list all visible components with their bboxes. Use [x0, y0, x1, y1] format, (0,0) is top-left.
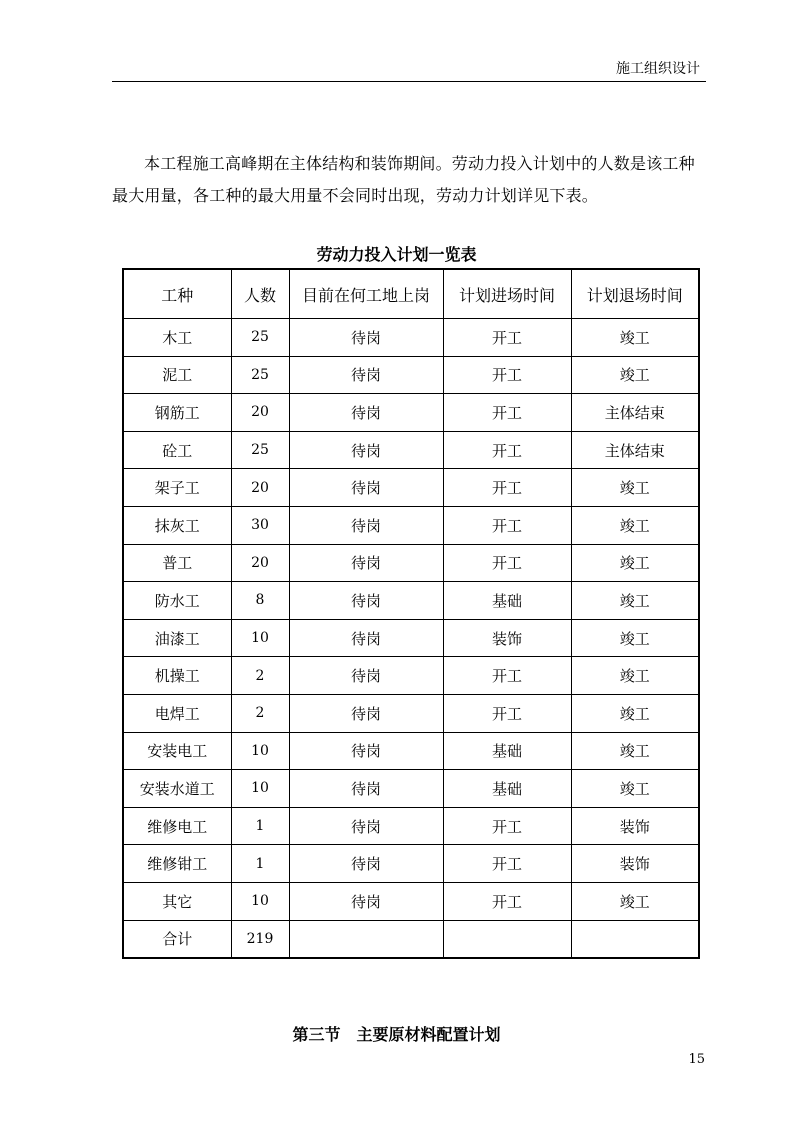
count-cell: 2 [231, 657, 289, 695]
current-site-cell: 待岗 [289, 694, 443, 732]
page-header [112, 56, 706, 80]
current-site-cell: 待岗 [289, 431, 443, 469]
entry-time-cell: 开工 [443, 356, 571, 394]
table-row [123, 356, 699, 394]
exit-time-cell: 竣工 [571, 469, 699, 507]
count-cell: 25 [231, 319, 289, 357]
entry-time-cell: 开工 [443, 807, 571, 845]
empty-cell [289, 920, 443, 958]
exit-time-cell: 竣工 [571, 544, 699, 582]
table-title: 劳动力投入计划一览表 [316, 245, 477, 264]
count-cell: 25 [231, 356, 289, 394]
trade-cell: 防水工 [123, 582, 231, 620]
current-site-cell: 待岗 [289, 882, 443, 920]
table-row [123, 506, 699, 544]
trade-cell: 钢筋工 [123, 394, 231, 432]
trade-cell: 木工 [123, 319, 231, 357]
empty-cell [571, 920, 699, 958]
exit-time-cell: 竣工 [571, 356, 699, 394]
header-cell-exit-time: 计划退场时间 [571, 269, 699, 319]
table-row [123, 619, 699, 657]
table-row [123, 732, 699, 770]
count-cell: 10 [231, 770, 289, 808]
count-cell: 1 [231, 807, 289, 845]
header-cell-trade: 工种 [123, 269, 231, 319]
entry-time-cell: 开工 [443, 845, 571, 883]
trade-cell: 安装水道工 [123, 770, 231, 808]
count-cell: 10 [231, 732, 289, 770]
entry-time-cell: 开工 [443, 694, 571, 732]
current-site-cell: 待岗 [289, 469, 443, 507]
entry-time-cell: 开工 [443, 394, 571, 432]
labor-plan-table [122, 268, 700, 959]
entry-time-cell: 开工 [443, 469, 571, 507]
count-cell: 2 [231, 694, 289, 732]
header-rule [112, 81, 706, 82]
trade-cell: 维修钳工 [123, 845, 231, 883]
total-row [123, 920, 699, 958]
count-cell: 10 [231, 619, 289, 657]
current-site-cell: 待岗 [289, 544, 443, 582]
exit-time-cell: 竣工 [571, 506, 699, 544]
current-site-cell: 待岗 [289, 619, 443, 657]
exit-time-cell: 竣工 [571, 582, 699, 620]
count-cell: 30 [231, 506, 289, 544]
exit-time-cell: 竣工 [571, 882, 699, 920]
current-site-cell: 待岗 [289, 807, 443, 845]
table-row [123, 694, 699, 732]
table-row [123, 807, 699, 845]
trade-cell: 普工 [123, 544, 231, 582]
entry-time-cell: 开工 [443, 319, 571, 357]
entry-time-cell: 开工 [443, 544, 571, 582]
entry-time-cell: 开工 [443, 657, 571, 695]
entry-time-cell: 基础 [443, 732, 571, 770]
header-cell-count: 人数 [231, 269, 289, 319]
count-cell: 20 [231, 469, 289, 507]
trade-cell: 其它 [123, 882, 231, 920]
count-cell: 10 [231, 882, 289, 920]
count-cell: 8 [231, 582, 289, 620]
entry-time-cell: 基础 [443, 582, 571, 620]
trade-cell: 抹灰工 [123, 506, 231, 544]
table-row [123, 394, 699, 432]
current-site-cell: 待岗 [289, 582, 443, 620]
current-site-cell: 待岗 [289, 657, 443, 695]
total-label-cell: 合计 [123, 920, 231, 958]
exit-time-cell: 主体结束 [571, 431, 699, 469]
exit-time-cell: 竣工 [571, 770, 699, 808]
trade-cell: 安装电工 [123, 732, 231, 770]
current-site-cell: 待岗 [289, 845, 443, 883]
trade-cell: 砼工 [123, 431, 231, 469]
header-title: 施工组织设计 [616, 61, 700, 77]
exit-time-cell: 装饰 [571, 845, 699, 883]
current-site-cell: 待岗 [289, 319, 443, 357]
trade-cell: 架子工 [123, 469, 231, 507]
count-cell: 20 [231, 544, 289, 582]
exit-time-cell: 竣工 [571, 694, 699, 732]
table-row [123, 582, 699, 620]
entry-time-cell: 开工 [443, 882, 571, 920]
trade-cell: 油漆工 [123, 619, 231, 657]
intro-paragraph: 本工程施工高峰期在主体结构和装饰期间。劳动力投入计划中的人数是该工种最大用量，各工种的最大用量不会同时出现，劳动力计划详见下表。 [112, 154, 695, 205]
empty-cell [443, 920, 571, 958]
trade-cell: 电焊工 [123, 694, 231, 732]
exit-time-cell: 竣工 [571, 732, 699, 770]
entry-time-cell: 装饰 [443, 619, 571, 657]
trade-cell: 维修电工 [123, 807, 231, 845]
exit-time-cell: 竣工 [571, 657, 699, 695]
trade-cell: 泥工 [123, 356, 231, 394]
table-row [123, 319, 699, 357]
count-cell: 25 [231, 431, 289, 469]
table-row [123, 469, 699, 507]
page-number: 15 [688, 1052, 705, 1067]
table-row [123, 770, 699, 808]
table-row [123, 431, 699, 469]
entry-time-cell: 开工 [443, 506, 571, 544]
exit-time-cell: 主体结束 [571, 394, 699, 432]
exit-time-cell: 装饰 [571, 807, 699, 845]
entry-time-cell: 基础 [443, 770, 571, 808]
current-site-cell: 待岗 [289, 394, 443, 432]
table-row [123, 882, 699, 920]
entry-time-cell: 开工 [443, 431, 571, 469]
section-title: 第三节 主要原材料配置计划 [292, 1025, 501, 1044]
exit-time-cell: 竣工 [571, 619, 699, 657]
current-site-cell: 待岗 [289, 732, 443, 770]
table-row [123, 657, 699, 695]
count-cell: 20 [231, 394, 289, 432]
table-header-row [123, 269, 699, 319]
total-value-cell: 219 [231, 920, 289, 958]
header-cell-entry-time: 计划进场时间 [443, 269, 571, 319]
exit-time-cell: 竣工 [571, 319, 699, 357]
table-row [123, 544, 699, 582]
current-site-cell: 待岗 [289, 356, 443, 394]
trade-cell: 机操工 [123, 657, 231, 695]
header-cell-current-site: 目前在何工地上岗 [289, 269, 443, 319]
count-cell: 1 [231, 845, 289, 883]
current-site-cell: 待岗 [289, 770, 443, 808]
current-site-cell: 待岗 [289, 506, 443, 544]
table-row [123, 845, 699, 883]
